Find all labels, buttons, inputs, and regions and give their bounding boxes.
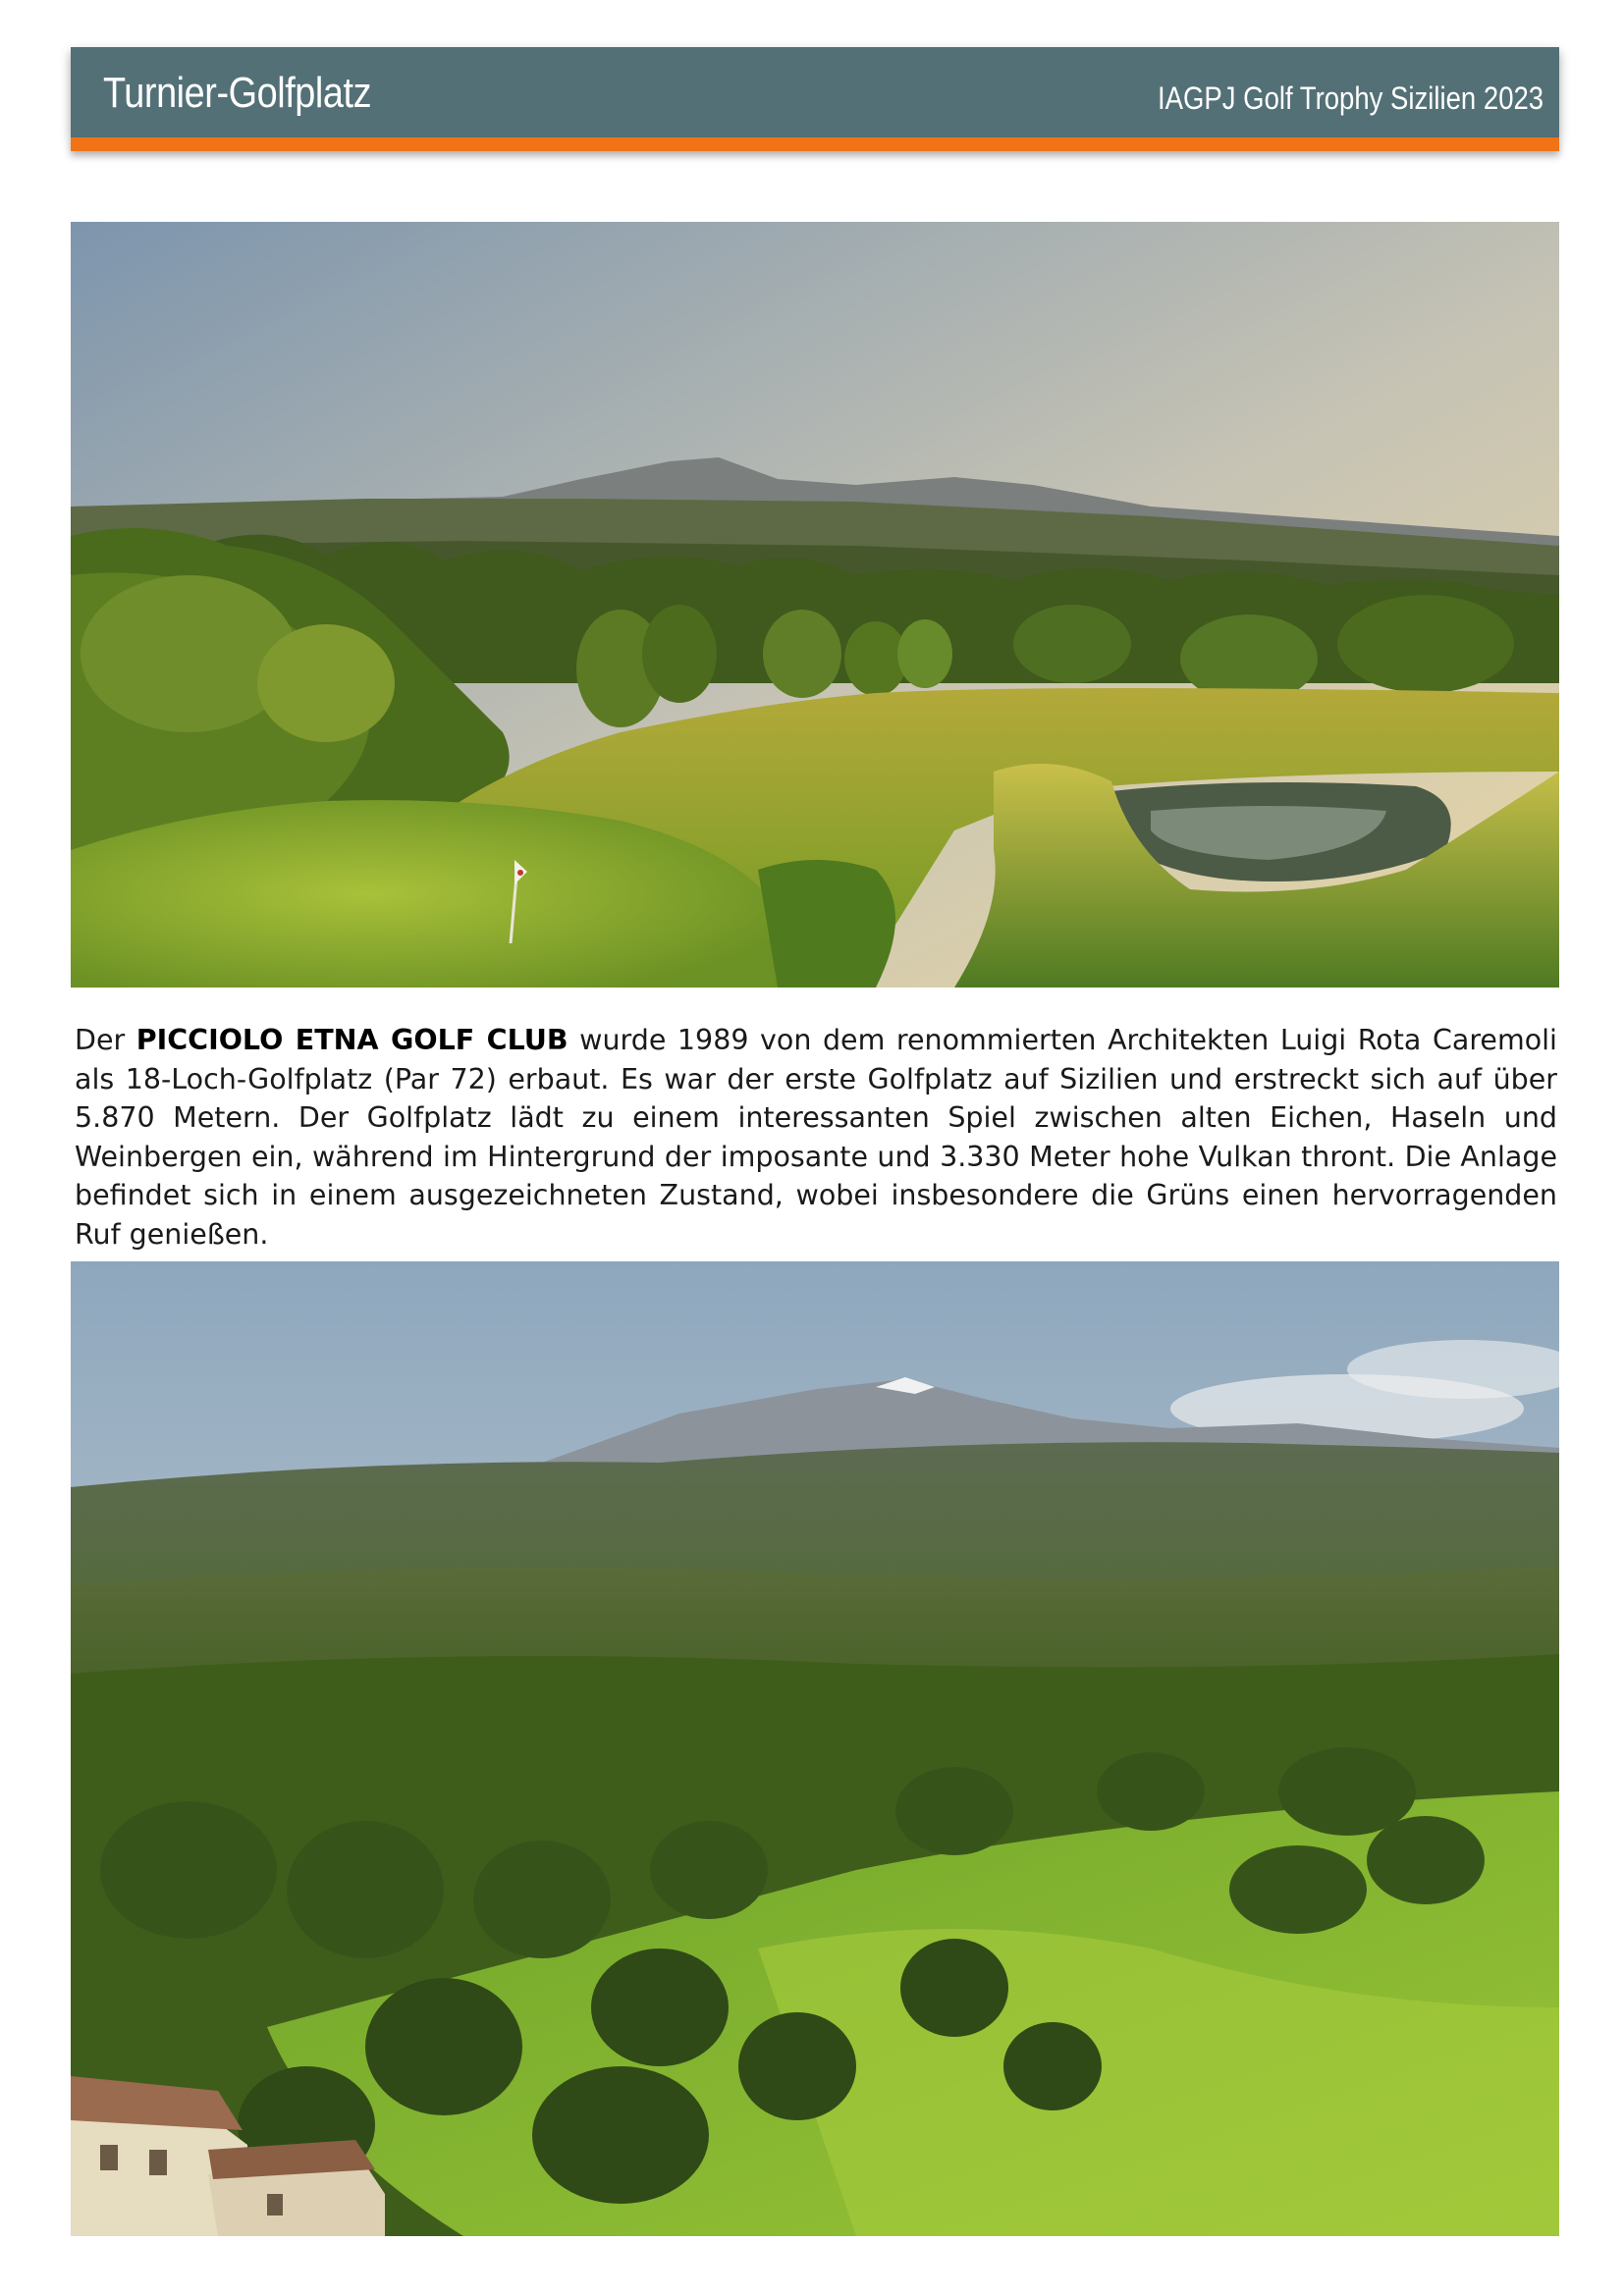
header-accent-stripe: [71, 137, 1559, 151]
page-header: [71, 47, 1559, 137]
club-name: PICCIOLO ETNA GOLF CLUB: [135, 1024, 568, 1056]
course-description: [75, 1021, 1557, 1254]
page-title: Turnier-Golfplatz: [103, 69, 372, 117]
golf-course-aerial-photo: [71, 1261, 1559, 2236]
intro-lead: Der: [75, 1024, 136, 1056]
intro-text: wurde 1989 von dem renommierten Architekten Luigi Rota Caremoli als 18-Loch-Golfplatz (Par 72) erbaut. Es war der erste Golfplatz auf Sizilien und erstreckt sich auf über 5.870 Metern. Der Golfplatz lädt zu einem interessanten Spiel zwischen alten Eichen, Haseln und Weinbergen ein, während im Hintergrund der imposante und 3.330 Meter hohe Vulkan thront. Die Anlage befindet sich in einem ausgezeichneten Zustand, wobei insbesondere die Grüns einen hervorragenden Ruf genießen.: [75, 1024, 1557, 1251]
golf-green-photo: [71, 222, 1559, 988]
event-subtitle: IAGPJ Golf Trophy Sizilien 2023: [1157, 80, 1543, 116]
